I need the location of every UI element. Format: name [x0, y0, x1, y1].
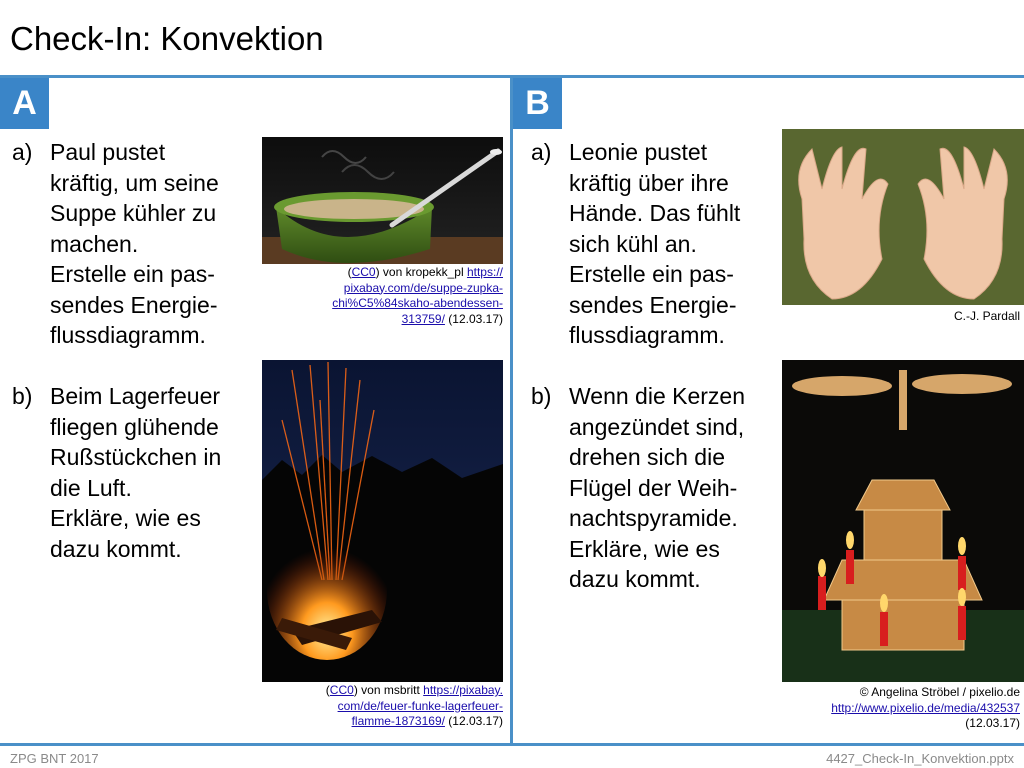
credit-author: ) von kropekk_pl	[375, 265, 467, 279]
task-text: Leonie pustet kräftig über ihre Hände. Das fühlt sich kühl an. Erstelle ein pas- sendes Energie- flussdiagramm.	[569, 139, 741, 348]
hands-credit: C.-J. Pardall	[953, 309, 1020, 323]
soup-photo	[262, 137, 503, 264]
task-marker: b)	[531, 383, 552, 409]
christmas-pyramid-photo	[782, 360, 1024, 682]
campfire-source-link[interactable]: https://pixabay. com/de/feuer-funke-lagerfeuer- flamme-1873169/	[337, 683, 503, 728]
credit-open: (	[325, 683, 330, 697]
task-b-part-b	[531, 381, 781, 601]
footer-divider	[0, 743, 1024, 746]
task-text: Beim Lagerfeuer fliegen glühende Rußstückchen in die Luft. Erkläre, wie es dazu kommt.	[50, 383, 222, 562]
page-title: Check-In: Konvektion	[10, 20, 324, 57]
credit-date: (12.03.17)	[444, 311, 503, 326]
credit-date: (12.03.17)	[444, 714, 503, 728]
task-marker: a)	[12, 139, 33, 165]
column-divider	[510, 75, 513, 746]
task-text: Paul pustet kräftig, um seine Suppe kühler zu machen. Erstelle ein pas- sendes Energie- flussdiagramm.	[50, 139, 219, 348]
badge-b: B	[513, 78, 562, 129]
campfire-credit	[262, 683, 503, 730]
pyramid-credit	[782, 685, 1020, 732]
credit-open: (	[347, 265, 352, 279]
credit-author: © Angelina Ströbel / pixelio.de	[859, 685, 1020, 699]
soup-credit	[262, 265, 503, 327]
cc0-license-link[interactable]: CC0	[351, 265, 376, 279]
task-a-part-b	[12, 381, 252, 571]
task-marker: b)	[12, 383, 33, 409]
task-b-part-a	[531, 137, 781, 357]
badge-a: A	[0, 78, 49, 129]
task-marker: a)	[531, 139, 552, 165]
footer-right: 4427_Check-In_Konvektion.pptx	[826, 751, 1014, 766]
cc0-license-link[interactable]: CC0	[329, 683, 354, 697]
hands-photo	[782, 129, 1024, 305]
task-text: Wenn die Kerzen angezündet sind, drehen sich die Flügel der Weih- nachtspyramide. Erkläre, wie es dazu kommt.	[569, 383, 746, 592]
footer-left: ZPG BNT 2017	[10, 751, 99, 766]
soup-source-link[interactable]: https:// pixabay.com/de/suppe-zupka- chi%C5%84skaho-abendessen- 313759/	[332, 265, 503, 326]
credit-date: (12.03.17)	[965, 716, 1020, 730]
pyramid-source-link[interactable]: http://www.pixelio.de/media/432537	[831, 700, 1020, 715]
task-a-part-a	[12, 137, 252, 357]
credit-author: ) von msbritt	[353, 683, 424, 697]
campfire-photo	[262, 360, 503, 682]
